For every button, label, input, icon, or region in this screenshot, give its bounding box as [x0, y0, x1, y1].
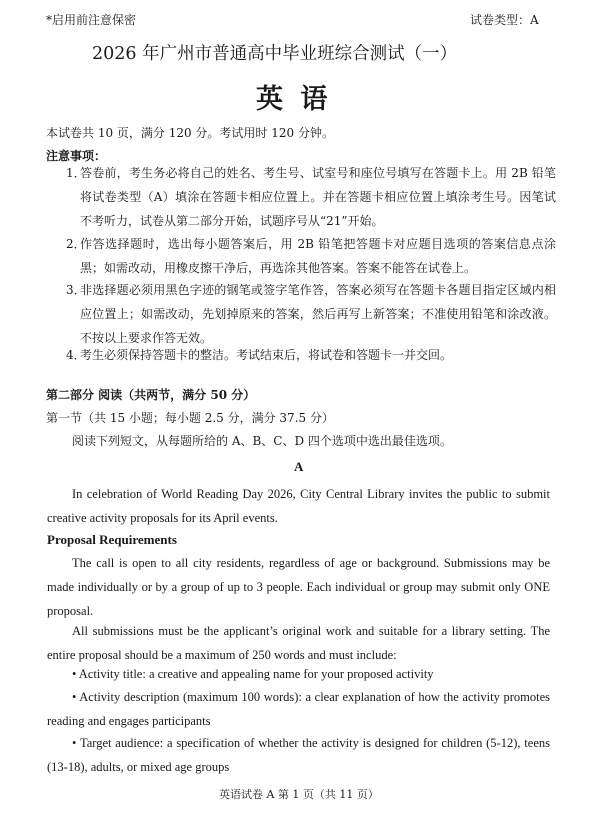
exam-title: 2026 年广州市普通高中毕业班综合测试（一）: [92, 44, 458, 64]
confidential-notice: *启用前注意保密: [46, 13, 137, 27]
notice-heading: 注意事项：: [46, 149, 107, 163]
requirements-paragraph-2: All submissions must be the applicant’s original work and suitable for a library setting. The entire proposal should be a maximum of 250 words and must include:: [47, 624, 550, 662]
bullet-item: • Activity description (maximum 100 words): a clear explanation of how the activity promotes reading and engages participants: [47, 690, 550, 728]
paper-type: 试卷类型：A: [470, 13, 539, 27]
notice-item-number: 4．: [66, 348, 86, 362]
notice-item-number: 1．: [66, 166, 86, 180]
notice-item-number: 2．: [66, 237, 86, 251]
passage-label: A: [294, 459, 304, 474]
bullet-item: • Activity title: a creative and appealing name for your proposed activity: [72, 667, 434, 681]
notice-item: [66, 343, 556, 367]
notice-item: [66, 278, 556, 350]
passage-intro: In celebration of World Reading Day 2026, City Central Library invites the public to submit creative activity proposals for its April events.: [47, 487, 550, 525]
section1-heading: 第一节（共 15 小题；每小题 2.5 分，满分 37.5 分）: [46, 411, 334, 425]
notice-item-text: 考生必须保持答题卡的整洁。考试结束后，将试卷和答题卡一并交回。: [80, 348, 453, 362]
exam-intro: 本试卷共 10 页，满分 120 分。考试用时 120 分钟。: [46, 126, 334, 140]
page-footer: 英语试卷 A 第 1 页（共 11 页）: [219, 788, 379, 801]
notice-item: [66, 161, 556, 233]
notice-item-text: 答卷前，考生务必将自己的姓名、考生号、试室号和座位号填写在答题卡上。用 2B 铅笔将试卷类型（A）填涂在答题卡相应位置上。并在答题卡相应位置上填涂考生号。因笔试不考听力，试卷从第二部分开始，试题序号从“21”开始。: [80, 166, 556, 228]
part2-heading: 第二部分 阅读（共两节，满分 50 分）: [46, 388, 256, 402]
notice-item-number: 3．: [66, 283, 86, 297]
subject-title: 英 语: [256, 84, 332, 115]
bullet-item: • Target audience: a specification of whether the activity is designed for children (5-12), teens (13-18), adults, or mixed age groups: [47, 736, 550, 774]
requirements-heading: Proposal Requirements: [47, 532, 177, 547]
notice-item: [66, 232, 556, 280]
reading-instruction: 阅读下列短文，从每题所给的 A、B、C、D 四个选项中选出最佳选项。: [72, 434, 452, 448]
requirements-paragraph-1: The call is open to all city residents, regardless of age or background. Submissions may be made individually or by a group of up to 3 people. Each individual or group may submit only ONE proposal.: [47, 556, 550, 618]
notice-item-text: 非选择题必须用黑色字迹的钢笔或签字笔作答，答案必须写在答题卡各题目指定区域内相应位置上；如需改动，先划掉原来的答案，然后再写上新答案；不准使用铅笔和涂改液。不按以上要求作答无效。: [80, 283, 556, 345]
notice-item-text: 作答选择题时，选出每小题答案后，用 2B 铅笔把答题卡对应题目选项的答案信息点涂黑；如需改动，用橡皮擦干净后，再选涂其他答案。答案不能答在试卷上。: [80, 237, 556, 275]
